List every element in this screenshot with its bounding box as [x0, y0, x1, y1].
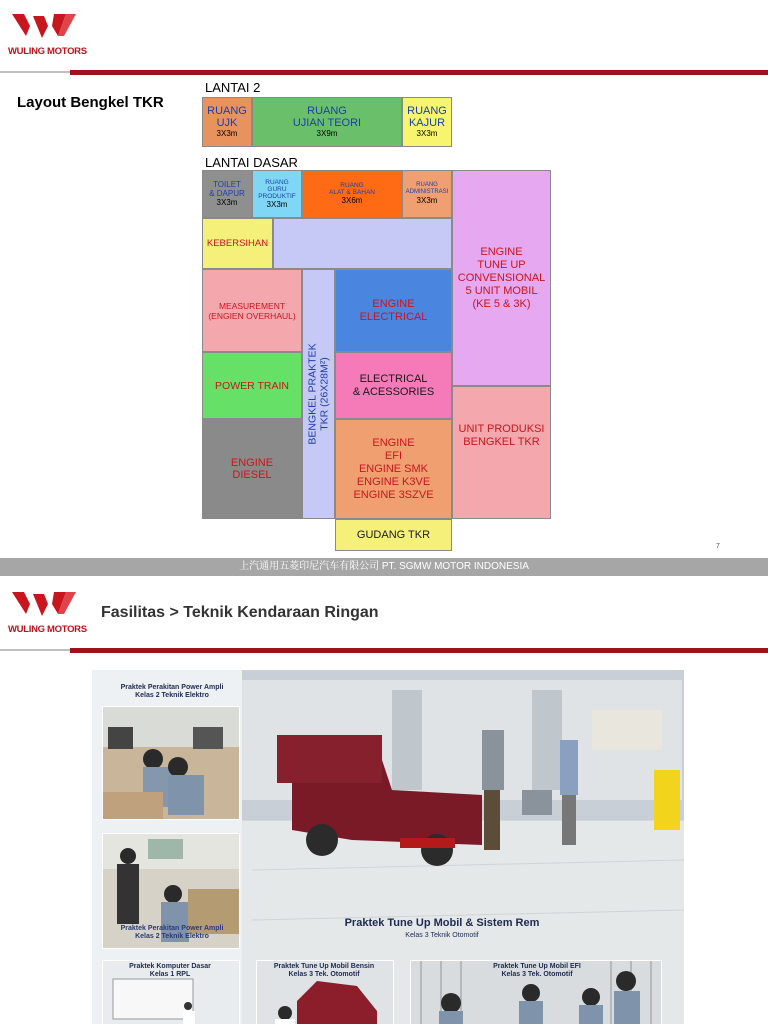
thumb-caption-4: Praktek Tune Up Mobil Bensin Kelas 3 Tek. Otomotif: [273, 963, 375, 978]
open-area-top: [273, 218, 452, 269]
main-photo-caption: Praktek Tune Up Mobil & Sistem Rem: [344, 917, 540, 929]
room-ruang-guru-produktif: RUANG GURU PRODUKTIF 3X3m: [252, 170, 302, 218]
photo-collage: [92, 670, 684, 1024]
room-gudang-tkr: GUDANG TKR: [335, 519, 452, 551]
room-bengkel-praktek: BENGKEL PRAKTEK TKR (26X28M²): [302, 269, 335, 519]
header-gray-bar: [0, 649, 70, 651]
room-ruang-ujian-teori: RUANG UJIAN TEORI 3X9m: [252, 97, 402, 147]
room-power-train: POWER TRAIN: [202, 352, 302, 419]
room-ruang-ujk: RUANG UJK 3X3m: [202, 97, 252, 147]
room-engine-electrical: ENGINE ELECTRICAL: [335, 269, 452, 352]
room-engine-tune-up: ENGINE TUNE UP CONVENSIONAL 5 UNIT MOBIL (KE 5 & 3K): [452, 170, 551, 386]
thumb-caption-2: Praktek Perakitan Power Ampli Kelas 2 Teknik Elektro: [120, 925, 224, 940]
thumb-caption-5: Praktek Tune Up Mobil EFI Kelas 3 Tek. Otomotif: [493, 963, 581, 978]
room-toilet-dapur: TOILET & DAPUR 3X3m: [202, 170, 252, 218]
room-engine-efi: ENGINE EFI ENGINE SMK ENGINE K3VE ENGINE 3SZVE: [335, 419, 452, 519]
header-red-bar: [70, 70, 768, 75]
main-photo-subcaption: Kelas 3 Teknik Otomotif: [405, 932, 479, 939]
room-measurement: MEASUREMENT (ENGIEN OVERHAUL): [202, 269, 302, 352]
slide-fasilitas: [0, 578, 768, 1024]
room-engine-diesel: ENGINE DIESEL: [202, 419, 302, 519]
room-ruang-alat-bahan: RUANG ALAT & BAHAN 3X6m: [302, 170, 402, 218]
slide-title: Fasilitas > Teknik Kendaraan Ringan: [101, 604, 379, 621]
lantai2-label: LANTAI 2: [205, 80, 261, 95]
thumb-caption-3: Praktek Komputer Dasar Kelas 1 RPL: [129, 963, 211, 978]
thumb-photo-power-ampli-1: [102, 706, 240, 820]
room-electrical-acessories: ELECTRICAL & ACESSORIES: [335, 352, 452, 419]
room-ruang-administrasi: RUANG ADMINISTRASI 3X3m: [402, 170, 452, 218]
footer-bar: 上汽通用五菱印尼汽车有限公司 PT. SGMW MOTOR INDONESIA: [0, 558, 768, 576]
room-unit-produksi: UNIT PRODUKSI BENGKEL TKR: [452, 386, 551, 519]
wuling-logo-icon: [8, 588, 87, 640]
slide-title: Layout Bengkel TKR: [17, 94, 164, 111]
thumb-caption-1: Praktek Perakitan Power Ampli Kelas 2 Teknik Elektro: [120, 684, 224, 699]
room-kebersihan: KEBERSIHAN: [202, 218, 273, 269]
header-red-bar: [70, 648, 768, 653]
logo-text: WULING MOTORS: [8, 46, 87, 57]
page-number: 7: [716, 543, 720, 550]
header-gray-bar: [0, 71, 70, 73]
lantai-dasar-label: LANTAI DASAR: [205, 155, 298, 170]
wuling-logo-icon: [8, 10, 87, 62]
logo-text: WULING MOTORS: [8, 624, 87, 635]
room-ruang-kajur: RUANG KAJUR 3X3m: [402, 97, 452, 147]
